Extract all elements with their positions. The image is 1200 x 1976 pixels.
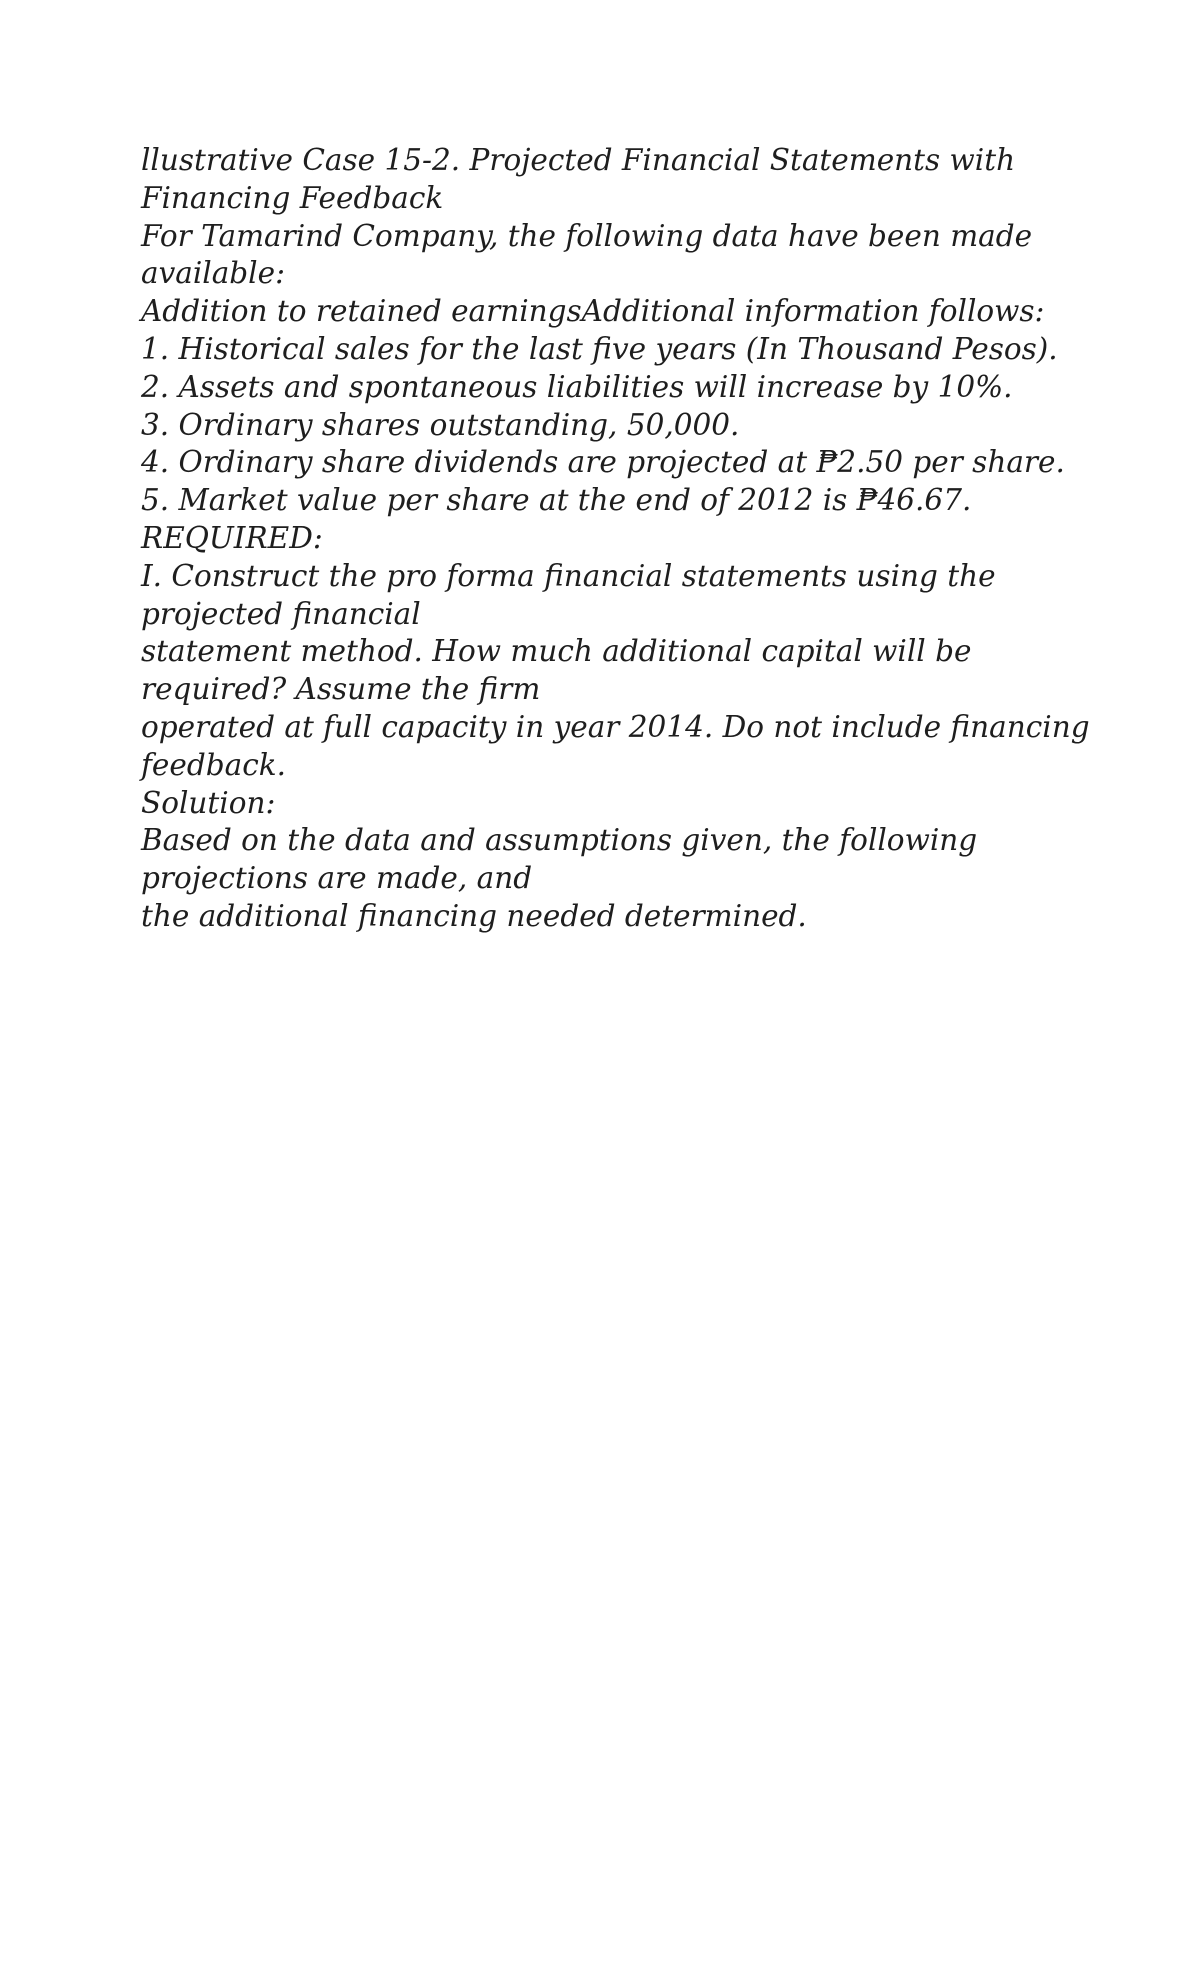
requirement-line-2: projected financial bbox=[141, 596, 421, 631]
case-title-line-1: llustrative Case 15-2. Projected Financial Statements with bbox=[141, 143, 1016, 177]
required-heading: REQUIRED: bbox=[141, 520, 323, 555]
solution-line-1: Based on the data and assumptions given, the following bbox=[141, 823, 978, 858]
requirement-line-6: feedback. bbox=[141, 747, 286, 782]
solution-line-2: projections are made, and bbox=[141, 861, 533, 896]
requirement-line-1: I. Construct the pro forma financial statements using the bbox=[141, 558, 996, 593]
intro-line-2: available: bbox=[141, 256, 286, 291]
requirement-line-5: operated at full capacity in year 2014. Do not include financing bbox=[141, 709, 1090, 744]
info-item-1: 1. Historical sales for the last five years (In Thousand Pesos). bbox=[141, 331, 1058, 366]
info-item-5: 5. Market value per share at the end of 2012 is ₱46.67. bbox=[141, 483, 972, 518]
requirement-line-3: statement method. How much additional capital will be bbox=[141, 634, 972, 669]
requirement-line-4: required? Assume the firm bbox=[141, 672, 541, 707]
info-item-4: 4. Ordinary share dividends are projected at ₱2.50 per share. bbox=[141, 445, 1065, 480]
case-title-line-2: Financing Feedback bbox=[141, 180, 444, 215]
retained-earnings-line: Addition to retained earningsAdditional information follows: bbox=[141, 294, 1045, 329]
info-item-3: 3. Ordinary shares outstanding, 50,000. bbox=[141, 407, 740, 442]
info-item-2: 2. Assets and spontaneous liabilities will increase by 10%. bbox=[141, 369, 1013, 404]
solution-line-3: the additional financing needed determined. bbox=[141, 898, 807, 933]
document-body bbox=[141, 142, 1090, 936]
intro-line-1: For Tamarind Company, the following data have been made bbox=[141, 218, 1033, 253]
solution-heading: Solution: bbox=[141, 785, 276, 820]
